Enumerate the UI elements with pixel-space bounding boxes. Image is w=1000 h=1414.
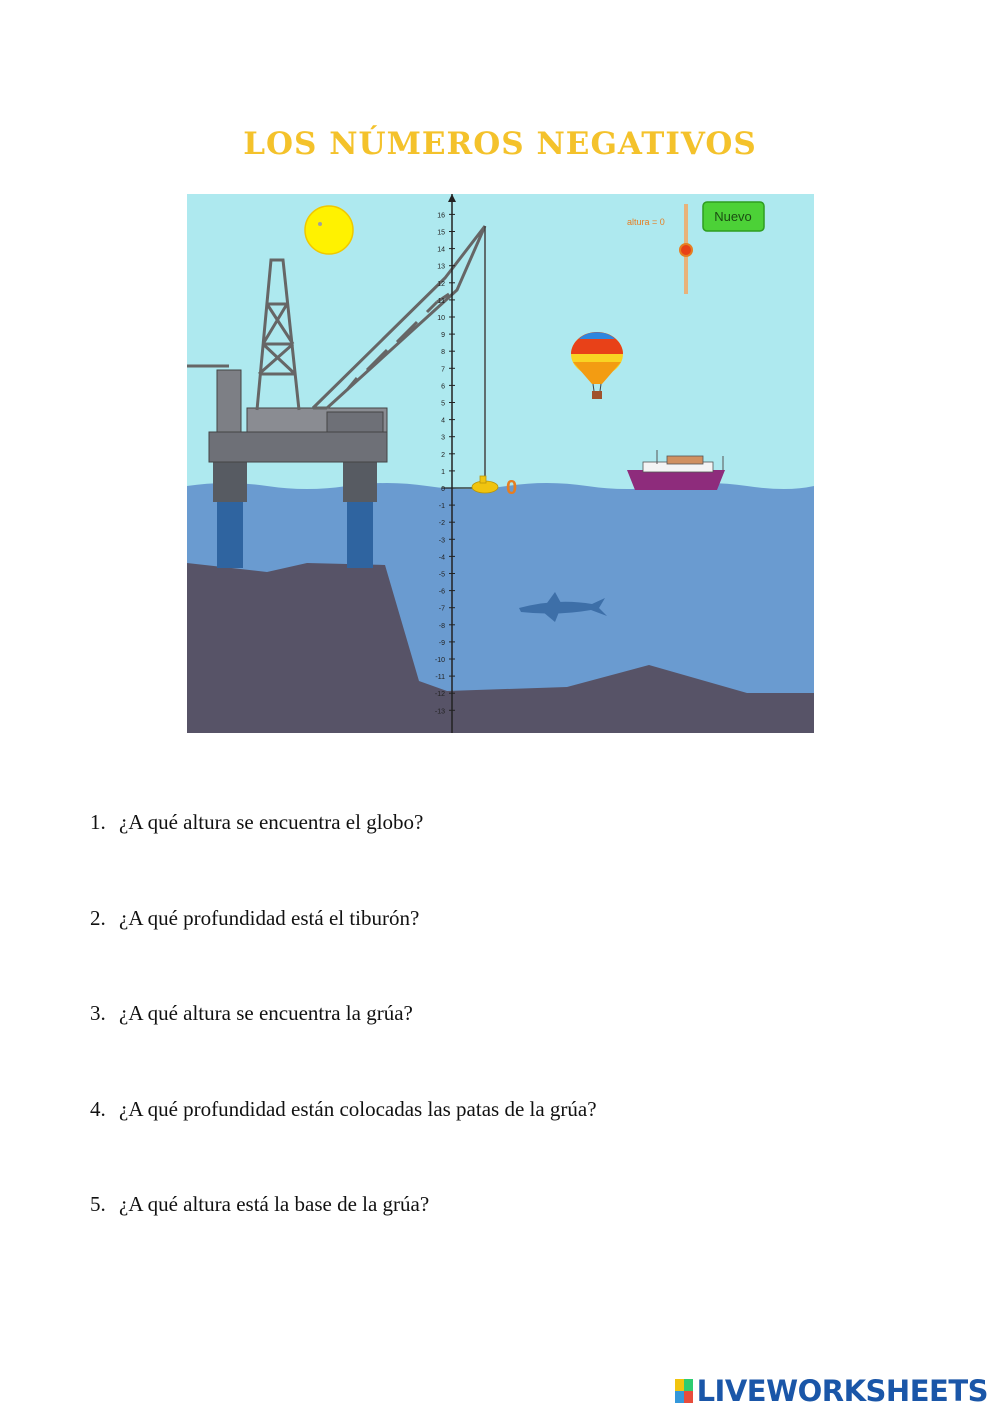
submarine-value-label: 0	[506, 477, 518, 499]
axis-tick-label: 16	[437, 212, 445, 220]
axis-tick-label: -7	[438, 605, 445, 613]
number-line-scene	[187, 194, 814, 733]
question-item: 2. ¿A qué profundidad está el tiburón?	[90, 905, 420, 930]
logo-text: LIVEWORKSHEETS	[696, 1374, 988, 1408]
questions-list	[90, 808, 910, 1286]
axis-tick-label: 15	[437, 229, 445, 237]
question-item: 3. ¿A qué altura se encuentra la grúa?	[90, 1001, 413, 1025]
axis-tick-label: 14	[437, 246, 445, 254]
axis-tick-label: -1	[438, 503, 445, 511]
axis-tick-label: 7	[441, 366, 445, 374]
axis-tick-label: 5	[441, 400, 445, 408]
axis-tick-label: 4	[441, 417, 445, 425]
axis-tick-label: 2	[441, 451, 445, 459]
altura-label: altura = 0	[627, 217, 665, 227]
sun-icon	[305, 206, 353, 254]
axis-tick-label: -10	[434, 657, 445, 664]
axis-tick-label: -11	[435, 674, 445, 682]
question-item: 1. ¿A qué altura se encuentra el globo?	[90, 810, 424, 834]
axis-tick-label: 11	[437, 297, 445, 305]
axis-tick-label: -6	[438, 588, 445, 596]
axis-tick-label: 3	[441, 434, 445, 442]
axis-tick-label: -12	[434, 691, 445, 699]
axis-tick-label: -8	[438, 622, 445, 630]
nuevo-button-label: Nuevo	[714, 209, 752, 224]
axis-tick-label: -5	[438, 571, 445, 579]
nuevo-button[interactable]	[703, 202, 764, 231]
axis-tick-label: 12	[437, 280, 445, 288]
worksheet-title: LOS NÚMEROS NEGATIVOS	[243, 126, 757, 162]
axis-tick-label: -2	[438, 520, 445, 528]
axis-tick-label: 9	[441, 332, 445, 340]
axis-tick-label: 1	[441, 468, 445, 476]
liveworksheets-logo	[675, 1373, 988, 1409]
axis-tick-label: 0	[441, 486, 445, 493]
axis-tick-label: -13	[434, 708, 445, 716]
axis-tick-label: -4	[438, 554, 445, 562]
axis-tick-label: 8	[441, 349, 445, 357]
axis-tick-label: 10	[437, 315, 445, 322]
question-item: 5. ¿A qué altura está la base de la grúa?	[90, 1192, 430, 1216]
axis-tick-label: -9	[438, 639, 445, 647]
question-item: 4. ¿A qué profundidad están colocadas las patas de la grúa?	[90, 1096, 597, 1121]
axis-tick-label: -3	[438, 537, 445, 545]
axis-tick-label: 6	[441, 383, 445, 391]
liveworksheets-logo-icon	[675, 1379, 693, 1403]
axis-tick-label: 13	[437, 263, 445, 271]
